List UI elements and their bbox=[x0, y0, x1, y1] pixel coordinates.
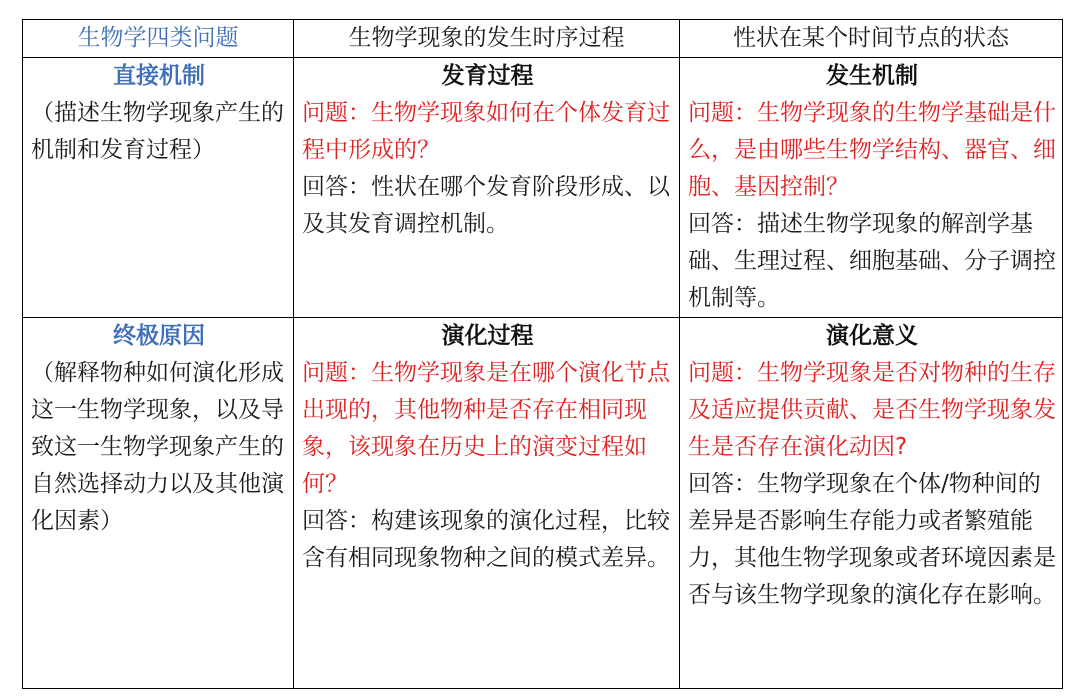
cell-question: 问题：生物学现象的生物学基础是什么，是由哪些生物学结构、器官、细胞、基因控制？ bbox=[688, 100, 1056, 200]
biology-questions-table bbox=[22, 19, 1063, 689]
cell-answer: 回答：描述生物学现象的解剖学基础、生理过程、细胞基础、分子调控机制等。 bbox=[688, 211, 1056, 311]
cell-development-process bbox=[294, 58, 680, 318]
cell-evolution-process bbox=[294, 318, 680, 689]
category-description: （描述生物学现象产生的机制和发育过程） bbox=[31, 100, 284, 163]
cell-title: 演化过程 bbox=[441, 323, 534, 349]
cell-question: 问题：生物学现象是否对物种的生存及适应提供贡献、是否生物学现象发生是否存在演化动因? bbox=[688, 360, 1056, 460]
header-state-at-time-point: 性状在某个时间节点的状态 bbox=[680, 20, 1063, 58]
cell-occurrence-mechanism bbox=[680, 58, 1063, 318]
cell-question: 问题：生物学现象如何在个体发育过程中形成的？ bbox=[302, 100, 670, 163]
cell-title: 发育过程 bbox=[441, 63, 534, 89]
cell-answer: 回答：构建该现象的演化过程，比较含有相同现象物种之间的模式差异。 bbox=[302, 508, 670, 571]
cell-answer: 回答：性状在哪个发育阶段形成、以及其发育调控机制。 bbox=[302, 174, 670, 237]
cell-title: 发生机制 bbox=[826, 63, 918, 89]
category-cell bbox=[23, 318, 294, 689]
category-title: 终极原因 bbox=[113, 323, 205, 349]
category-description: （解释物种如何演化形成这一生物学现象，以及导致这一生物学现象产生的自然选择动力以及其他演化因素） bbox=[31, 360, 284, 534]
header-temporal-process: 生物学现象的发生时序过程 bbox=[294, 20, 680, 58]
header-row bbox=[23, 20, 1063, 58]
row-proximate-mechanism bbox=[23, 58, 1063, 318]
category-cell bbox=[23, 58, 294, 318]
header-categories: 生物学四类问题 bbox=[23, 20, 294, 58]
cell-evolutionary-significance bbox=[680, 318, 1063, 689]
cell-title: 演化意义 bbox=[826, 323, 918, 349]
row-ultimate-cause bbox=[23, 318, 1063, 689]
cell-question: 问题：生物学现象是在哪个演化节点出现的，其他物种是否存在相同现象，该现象在历史上的演变过程如何？ bbox=[302, 360, 670, 497]
category-title: 直接机制 bbox=[113, 63, 205, 89]
cell-answer: 回答：生物学现象在个体/物种间的差异是否影响生存能力或者繁殖能力，其他生物学现象或者环境因素是否与该生物学现象的演化存在影响。 bbox=[688, 471, 1056, 608]
